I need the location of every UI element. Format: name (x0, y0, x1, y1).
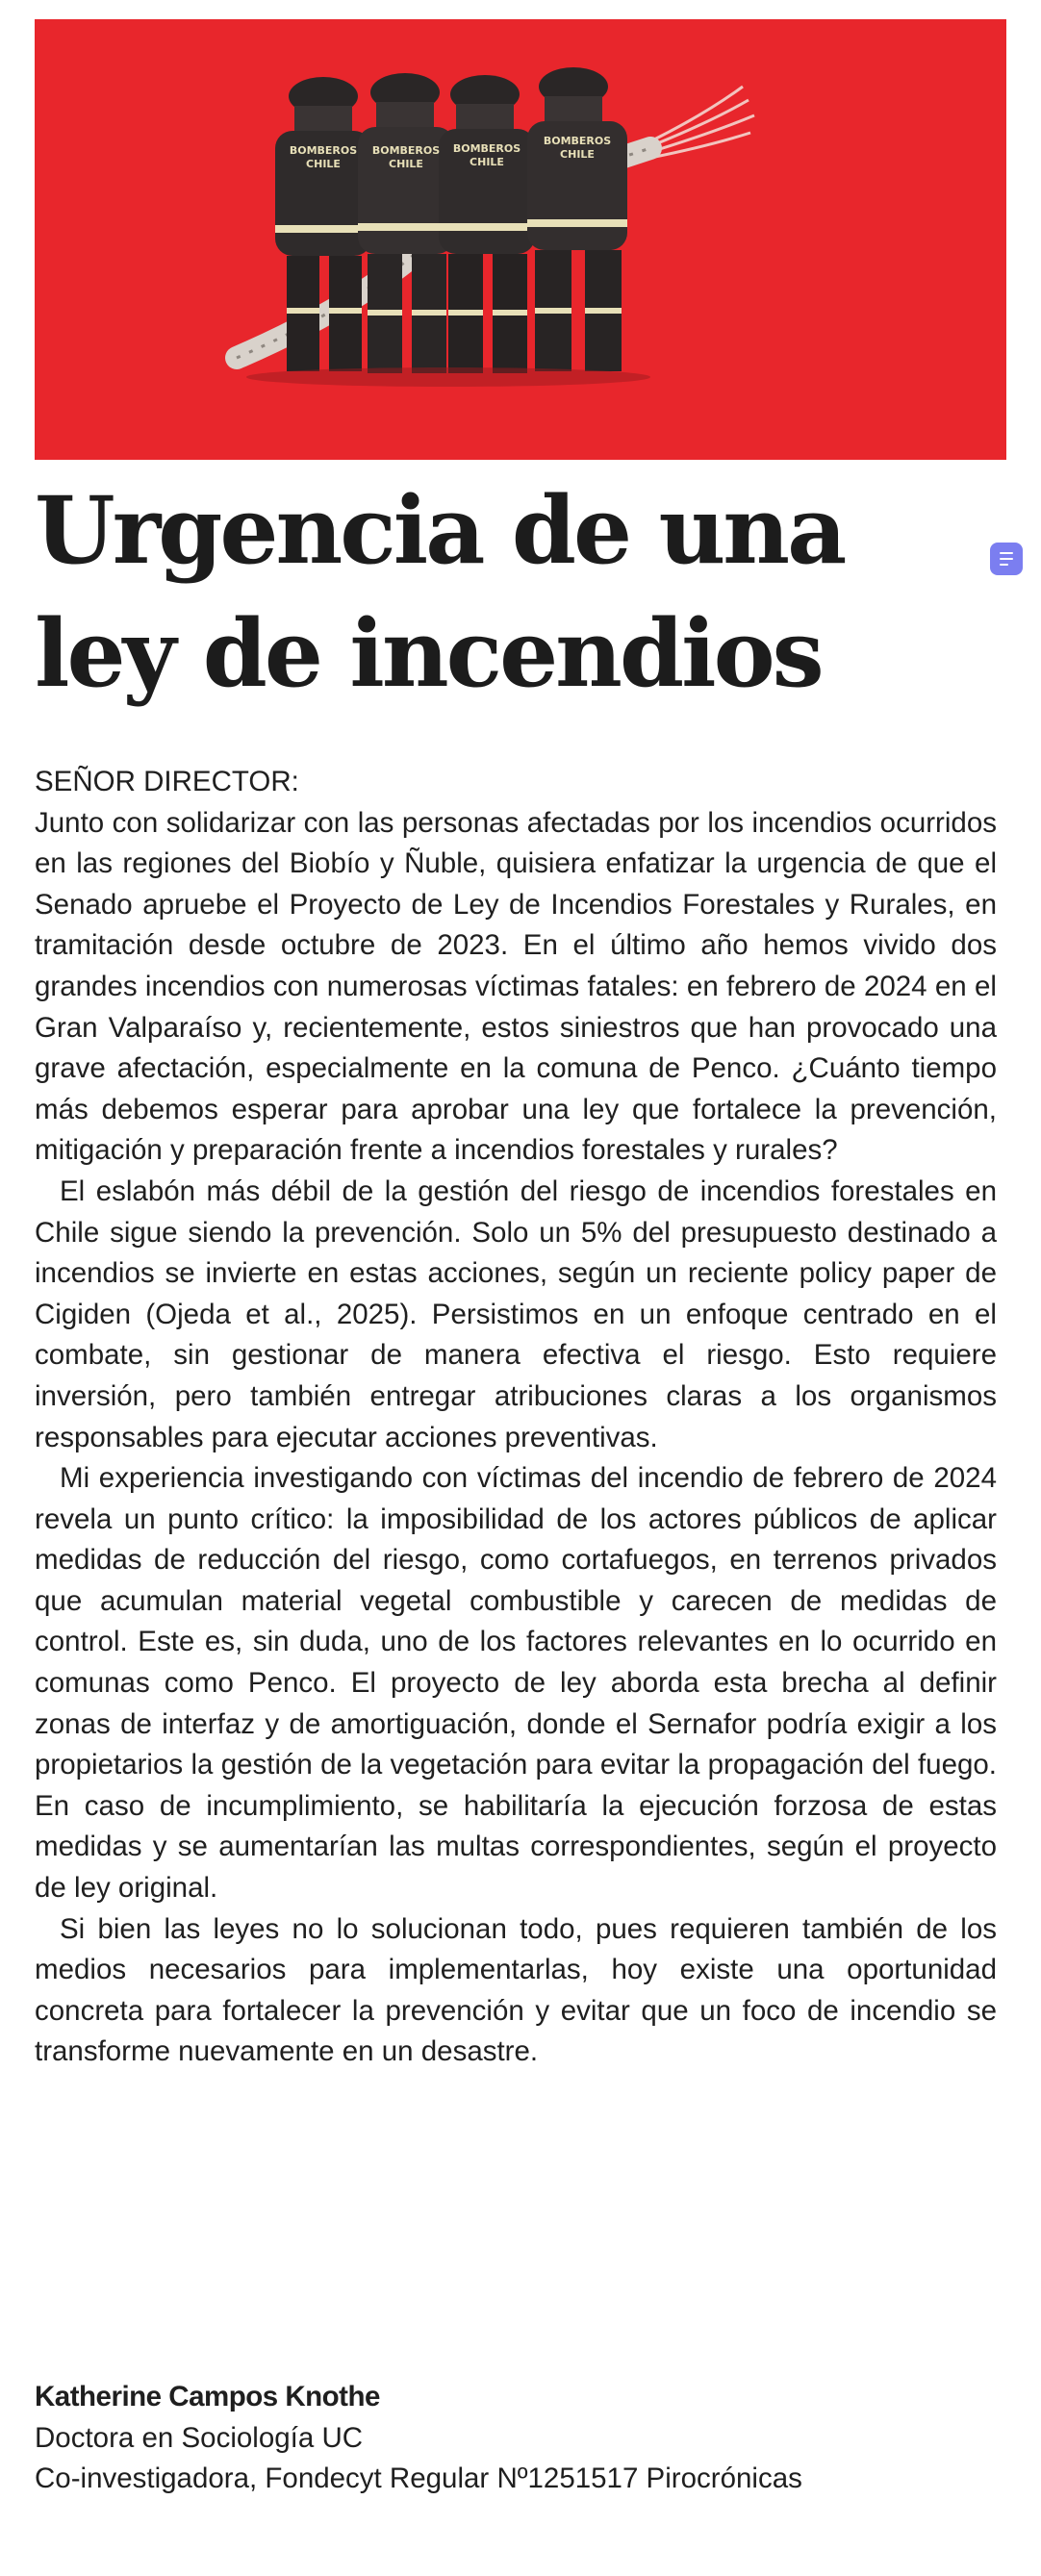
badge-line2-1: CHILE (306, 158, 341, 170)
paragraph-2: El eslabón más débil de la gestión del riesgo de incendios forestales en Chile sigue siendo la prevención. Solo un 5% del presupuesto destinado a incendios se invierte en estas acciones, según un reciente policy paper de Cigiden (Ojeda et al., 2025). Persistimos en un enfoque centrado en el combate, sin gestionar de manera efectiva el riesgo. Esto requiere inversión, pero también entregar atribuciones claras a los organismos responsables para ejecutar acciones preventivas. (35, 1174, 997, 1453)
salutation: SEÑOR DIRECTOR: (35, 766, 299, 797)
badge-line2-2: CHILE (389, 158, 423, 170)
author-name: Katherine Campos Knothe (35, 2381, 380, 2412)
paragraph-3: Mi experiencia investigando con víctimas del incendio de febrero de 2024 revela un punto crítico: la imposibilidad de los actores públicos de aplicar medidas de reducción del riesgo, como cortafuegos, en terrenos privados que acumulan material vegetal combustible y carecen de medidas de control. Este es, sin duda, uno de los factores relevantes en lo ocurrido en comunas como Penco. El proyecto de ley aborda esta brecha al definir zonas de interfaz y de amortiguación, donde el Sernafor podría exigir a los propietarios la gestión de la vegetación para evitar la propagación del fuego. En caso de incumplimiento, se habilitaría la ejecución forzosa de estas medidas y se aumentarían las multas correspondientes, según el proyecto de ley original. (35, 1462, 997, 1905)
badge-line1-1: BOMBEROS (289, 144, 358, 157)
letter-body (35, 762, 997, 2073)
note-icon-line-short (1000, 564, 1008, 566)
paragraph-1: Junto con solidarizar con las personas afectadas por los incendios ocurridos en las regiones del Biobío y Ñuble, quisiera enfatizar la urgencia de que el Senado apruebe el Proyecto de Ley de Incendios Forestales y Rurales, en tramitación desde octubre de 2023. En el último año hemos vivido dos grandes incendios con numerosas víctimas fatales: en febrero de 2024 en el Gran Valparaíso y, recientemente, estos siniestros que han provocado una grave afectación, especialmente en la comuna de Penco. ¿Cuánto tiempo más debemos esperar para aprobar una ley que fortalece la prevención, mitigación y preparación frente a incendios forestales y rurales? (35, 806, 997, 1167)
author-title: Doctora en Sociología UC (35, 2421, 364, 2454)
note-button[interactable] (990, 543, 1023, 575)
badge-line1-4: BOMBEROS (543, 135, 612, 147)
note-icon-line (1000, 558, 1013, 560)
headline-line-1: Urgencia de una (35, 476, 845, 585)
author-affiliation: Co-investigadora, Fondecyt Regular Nº1251517 Pirocrónicas (35, 2462, 802, 2495)
badge-line2-3: CHILE (470, 156, 504, 168)
note-icon (1000, 552, 1013, 554)
headline (35, 469, 997, 716)
paragraph-4: Si bien las leyes no lo solucionan todo, pues requieren también de los medios necesarios para implementarlas, hoy existe una oportunidad concreta para fortalecer la prevención y evitar que un foco de incendio se transforme nuevamente en un desastre. (35, 1912, 997, 2068)
firefighters-illustration (35, 19, 1006, 460)
headline-line-2: ley de incendios (35, 599, 822, 708)
badge-line1-3: BOMBEROS (452, 142, 521, 155)
badge-line1-2: BOMBEROS (371, 144, 441, 157)
hero-illustration (35, 19, 1006, 460)
signature-block (35, 2377, 1006, 2500)
badge-line2-4: CHILE (560, 148, 595, 161)
